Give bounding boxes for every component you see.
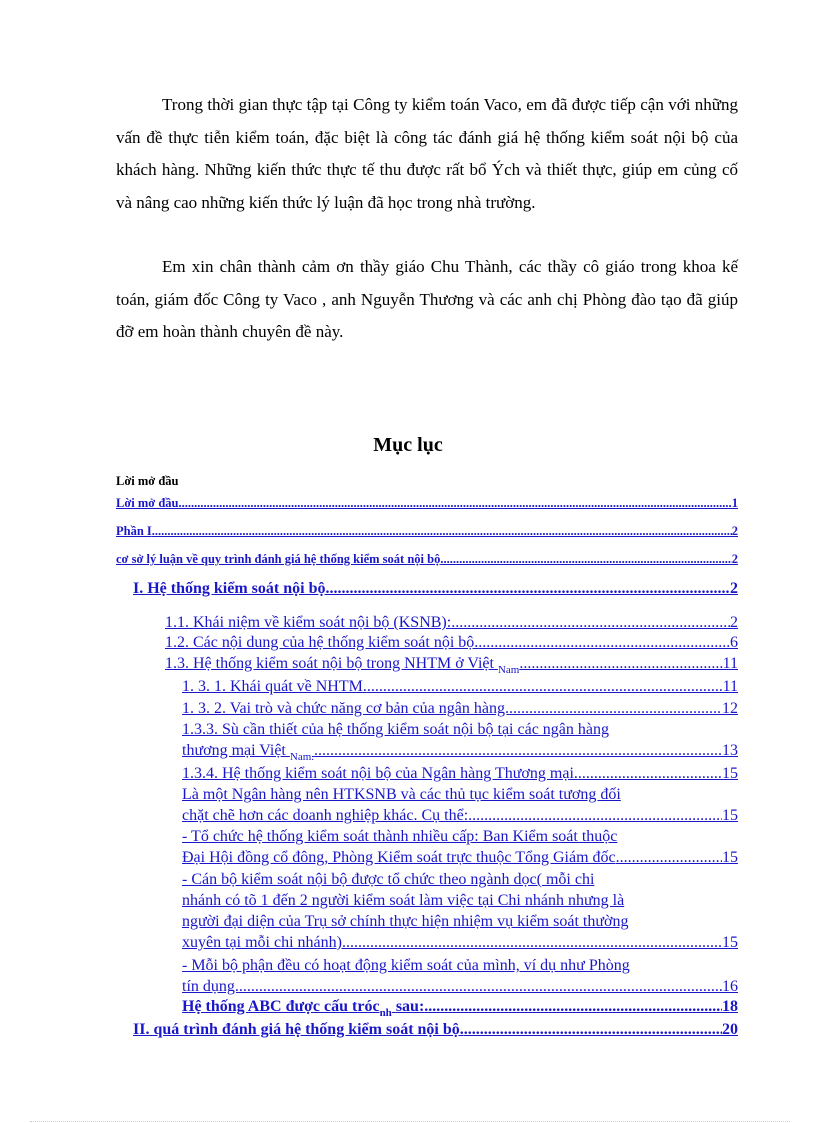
toc-heading: Lời mở đầu [116,474,179,488]
toc-entry-can-bo-line1[interactable]: - Cán bộ kiểm soát nội bộ được tổ chức theo ngành dọc( mỗi chi [182,871,595,888]
toc-entry-can-bo-line2[interactable]: nhánh có tõ 1 đến 2 người kiểm soát làm việc tại Chi nhánh nhưng là [182,892,625,909]
toc-entry-1-2[interactable]: 1.2. Các nội dung của hệ thống kiểm soát nội bộ. ..... 6 [165,634,738,652]
toc-entry-co-so-ly-luan[interactable]: cơ sở lý luận về quy trình đánh giá hệ thống kiểm soát nội bộ ..... 2 [116,552,738,567]
footer-divider [30,1121,790,1122]
toc-entry-1-3-4[interactable]: 1.3.4. Hệ thống kiểm soát nội bộ của Ngân hàng Thương mại. ..... 15 [182,765,738,783]
toc-entry-can-bo-line3[interactable]: người đại diện của Trụ sở chính thực hiện nhiệm vụ kiểm soát thường [182,913,629,930]
toc-entry-1-3[interactable]: 1.3. Hệ thống kiểm soát nội bộ trong NHTM ở Việt $_{Nam}$ ..... 11 [165,655,738,673]
toc-entry-htksnb-line1[interactable]: Là một Ngân hàng nên HTKSNB và các thủ tục kiểm soát tương đối [182,786,621,803]
toc-entry-loi-mo-dau[interactable]: Lời mở đầu ..... 1 [116,496,738,511]
toc-entry-can-bo[interactable]: xuyên tại mỗi chi nhánh). ..... 15 [182,934,738,952]
toc-entry-phan-1[interactable]: Phần I ..... 2 [116,524,738,539]
toc-entry-htksnb[interactable]: chặt chẽ hơn các doanh nghiệp khác. Cụ thể: ..... 15 [182,807,738,825]
toc-entry-to-chuc[interactable]: Đại Hội đồng cổ đông, Phòng Kiểm soát trực thuộc Tổng Giám đốc ..... 15 [182,849,738,867]
toc-entry-to-chuc-line1[interactable]: - Tổ chức hệ thống kiểm soát thành nhiều cấp: Ban Kiểm soát thuộc [182,828,618,845]
toc-entry-moi-bo-phan-line1[interactable]: - Mỗi bộ phận đều có hoạt động kiểm soát của mình, ví dụ như Phòng [182,957,630,974]
toc-entry-section-1[interactable]: I. Hệ thống kiểm soát nội bộ. ..... 2 [133,580,738,598]
toc-title: Mục lục [373,434,443,456]
toc-entry-1-3-3-line1[interactable]: 1.3.3. Sù cần thiết của hệ thống kiểm soát nội bộ tại các ngân hàng [182,721,609,738]
intro-paragraph-2: Em xin chân thành cảm ơn thầy giáo Chu Thành, các thầy cô giáo trong khoa kế toán, giám đốc Công ty Vaco , anh Nguyễn Thương và các anh chị Phòng đào tạo đã giúp đỡ em hoàn thành chuyên đề này. [116,257,738,341]
intro-paragraph-1: Trong thời gian thực tập tại Công ty kiểm toán Vaco, em đã được tiếp cận với những vấn đề thực tiễn kiểm toán, đặc biệt là công tác đánh giá hệ thống kiểm soát nội bộ của khách hàng. Những kiến thức thực tế thu được rất bổ Ých và thiết thực, giúp em củng cố và nâng cao những kiến thức lý luận đã học trong nhà trường. [116,95,738,212]
toc-entry-1-3-1[interactable]: 1. 3. 1. Khái quát về NHTM. ..... 11 [182,678,738,696]
toc-entry-1-3-2[interactable]: 1. 3. 2. Vai trò và chức năng cơ bản của ngân hàng. ..... 12 [182,700,738,718]
toc-entry-1-3-3[interactable]: thương mại Việt $_{Nam.}$ ..... 13 [182,742,738,760]
toc-entry-he-thong-abc[interactable]: Hệ thống ABC được cấu tróc$_{nh}$ sau: ..... 18 [182,998,738,1016]
toc-entry-1-1[interactable]: 1.1. Khái niệm về kiểm soát nội bộ (KSNB): ..... 2 [165,614,738,632]
toc-entry-moi-bo-phan[interactable]: tín dụng. ..... 16 [182,978,738,996]
toc-entry-section-2[interactable]: II. quá trình đánh giá hệ thống kiểm soát nội bộ. ..... 20 [133,1021,738,1039]
